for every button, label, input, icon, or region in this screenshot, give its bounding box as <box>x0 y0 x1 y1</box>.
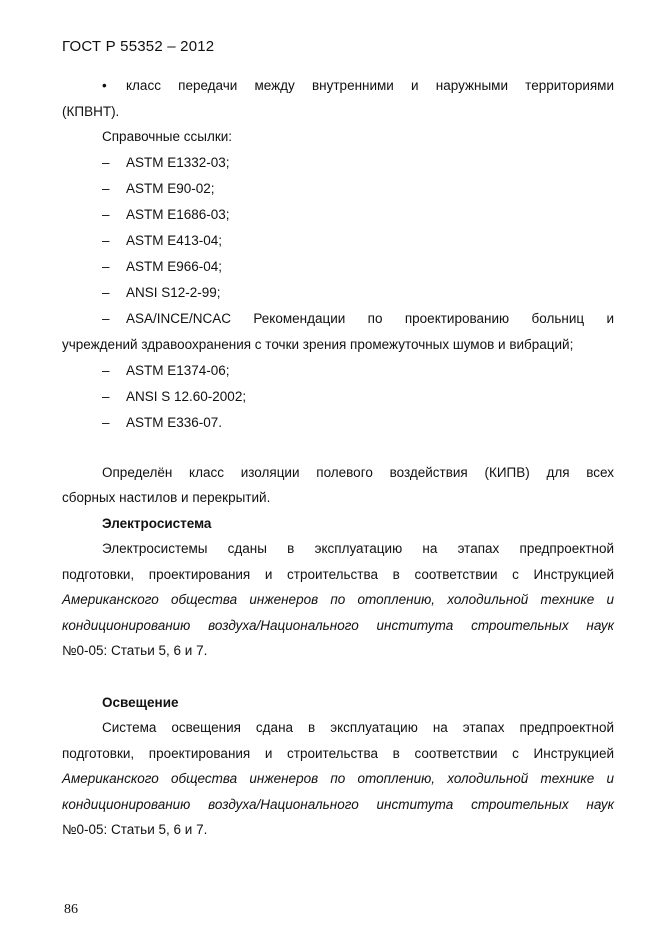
paragraph-line: кондиционированию воздуха/Национального института строительных наук <box>62 617 614 633</box>
dash-mark: – <box>102 154 110 170</box>
dash-mark: – <box>102 206 110 222</box>
kipv-line2: сборных настилов и перекрытий. <box>62 490 271 505</box>
list-item <box>62 280 614 306</box>
list-item <box>62 228 614 254</box>
list-item <box>62 176 614 202</box>
dash-mark: – <box>102 388 110 404</box>
list-item <box>62 384 614 410</box>
paragraph-line: подготовки, проектирования и строительства в соответствии с Инструкцией <box>62 745 614 761</box>
paragraph-line: Система освещения сдана в эксплуатацию на этапах предпроектной <box>102 720 614 735</box>
dash-mark: – <box>102 362 110 378</box>
kipv-line1: Определён класс изоляции полевого воздействия (КИПВ) для всех <box>102 464 614 480</box>
dash-mark: – <box>102 232 110 248</box>
list-item <box>62 202 614 228</box>
reference-list <box>62 150 614 436</box>
list-item <box>62 410 614 436</box>
spacer <box>62 436 614 460</box>
reference-text-continued: учреждений здравоохранения с точки зрения промежуточных шумов и вибраций; <box>62 336 574 352</box>
reference-text: ANSI S12-2-99; <box>126 284 221 300</box>
reference-text: ASTM E966-04; <box>126 258 223 274</box>
list-item <box>62 150 614 176</box>
paragraph-line: подготовки, проектирования и строительства в соответствии с Инструкцией <box>62 566 614 582</box>
reference-text: ASTM E413-04; <box>126 232 223 248</box>
bullet-item <box>62 73 614 99</box>
reference-text: ASTM E1332-03; <box>126 154 230 170</box>
list-item <box>62 254 614 280</box>
page-number: 86 <box>64 902 78 917</box>
section-paragraph-electrical <box>62 536 614 664</box>
section-heading-lighting: Освещение <box>102 694 179 710</box>
dash-mark: – <box>102 284 110 300</box>
list-item <box>62 358 614 384</box>
paragraph-line: №0-05: Статьи 5, 6 и 7. <box>62 643 208 658</box>
reference-text: ASTM E336-07. <box>126 414 223 430</box>
paragraph-line: Американского общества инженеров по отоплению, холодильной технике и <box>62 592 614 607</box>
spacer <box>62 664 614 690</box>
section-heading-electrical: Электросистема <box>102 515 212 531</box>
section-paragraph-lighting <box>62 715 614 843</box>
bullet-text-line2: (КПВНТ). <box>62 103 120 119</box>
dash-mark: – <box>102 310 110 326</box>
refs-title: Справочные ссылки: <box>102 129 233 144</box>
bullet-mark: • <box>102 78 107 93</box>
dash-mark: – <box>102 180 110 196</box>
reference-text: ASTM E1686-03; <box>126 206 230 222</box>
reference-text: ANSI S 12.60-2002; <box>126 388 247 404</box>
document-body <box>62 73 614 843</box>
paragraph-line: Американского общества инженеров по отоплению, холодильной технике и <box>62 771 614 786</box>
list-item <box>62 306 614 332</box>
dash-mark: – <box>102 258 110 274</box>
reference-text: ASTM E1374-06; <box>126 362 230 378</box>
paragraph-line: Электросистемы сданы в эксплуатацию на этапах предпроектной <box>102 541 614 556</box>
reference-text: ASA/INCE/NCAC Рекомендации по проектированию больниц и <box>126 310 614 326</box>
paragraph-line: №0-05: Статьи 5, 6 и 7. <box>62 822 208 837</box>
reference-text: ASTM E90-02; <box>126 180 215 196</box>
paragraph-line: кондиционированию воздуха/Национального института строительных наук <box>62 796 614 812</box>
dash-mark: – <box>102 414 110 430</box>
bullet-text-line1: класс передачи между внутренними и наружными территориями <box>126 78 614 93</box>
document-header: ГОСТ Р 55352 – 2012 <box>62 38 215 55</box>
